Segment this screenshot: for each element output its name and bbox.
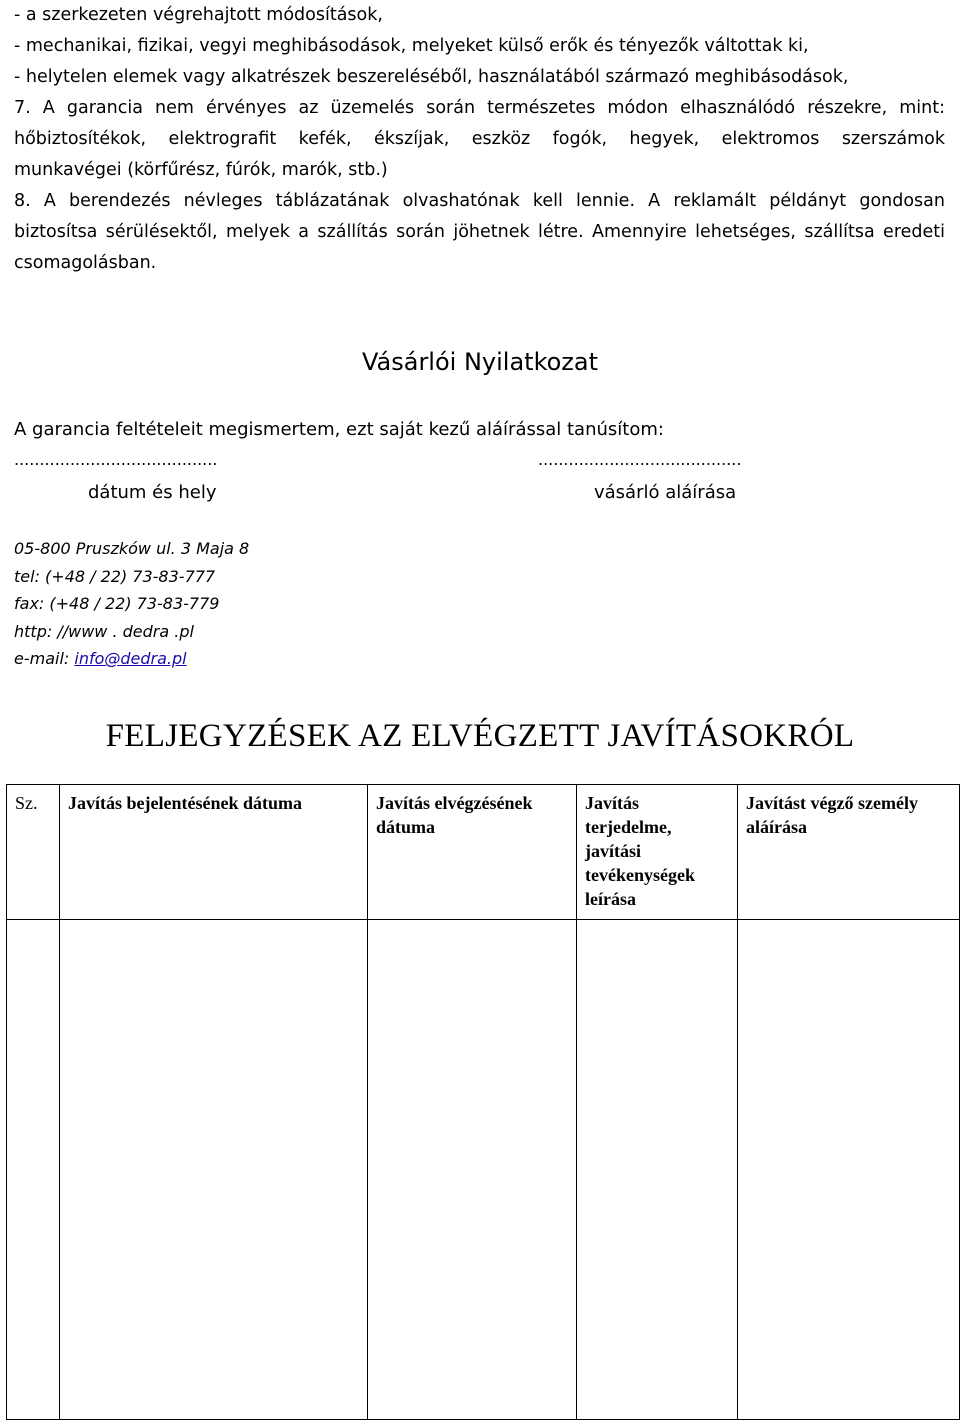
text-line: hőbiztosítékok, elektrografit kefék, ékszíjak, eszköz fogók, hegyek, elektromos szerszámok xyxy=(14,129,945,149)
table-cell xyxy=(368,920,577,1420)
warranty-exclusions-text xyxy=(14,0,945,279)
text-line: biztosítsa sérülésektől, melyek a szállítás során jöhetnek létre. Amennyire lehetséges, szállítsa eredeti xyxy=(14,222,945,242)
contact-website: http: //www . dedra .pl xyxy=(14,621,194,641)
table-cell xyxy=(7,920,60,1420)
date-place-dotted-line: ........................................ xyxy=(14,450,218,469)
contact-address: 05-800 Pruszków ul. 3 Maja 8 xyxy=(14,539,250,558)
table-cell xyxy=(738,920,960,1420)
column-header-number: Sz. xyxy=(7,785,60,920)
signature-label: vásárló aláírása xyxy=(594,482,737,503)
repair-notes-table xyxy=(6,784,960,1420)
column-header-report-date: Javítás bejelentésének dátuma xyxy=(60,785,368,920)
contact-fax: fax: (+48 / 22) 73-83-779 xyxy=(14,594,220,613)
text-line: 7. A garancia nem érvényes az üzemelés során természetes módon elhasználódó részekre, mint: xyxy=(14,98,945,118)
contact-block xyxy=(14,535,249,673)
table-cell xyxy=(60,920,368,1420)
contact-phone: tel: (+48 / 22) 73-83-777 xyxy=(14,566,216,586)
declaration-title: Vásárlói Nyilatkozat xyxy=(361,348,599,376)
contact-email-line xyxy=(14,645,249,673)
date-place-label: dátum és hely xyxy=(88,482,217,503)
table-header-row xyxy=(7,785,960,920)
repair-notes-title: FELJEGYZÉSEK AZ ELVÉGZETT JAVÍTÁSOKRÓL xyxy=(105,718,855,754)
text-line: munkavégei (körfűrész, fúrók, marók, stb.) xyxy=(14,160,388,180)
column-header-repair-description: Javítás terjedelme, javítási tevékenységek leírása xyxy=(577,785,738,920)
table-row xyxy=(7,920,960,1420)
column-header-technician-signature: Javítást végző személy aláírása xyxy=(738,785,960,920)
text-line: 8. A berendezés névleges táblázatának olvashatónak kell lennie. A reklamált példányt gondosan xyxy=(14,191,945,211)
table-cell xyxy=(577,920,738,1420)
email-link[interactable]: info@dedra.pl xyxy=(74,649,187,668)
email-prefix: e-mail: xyxy=(14,649,75,668)
column-header-repair-date: Javítás elvégzésének dátuma xyxy=(368,785,577,920)
text-line: csomagolásban. xyxy=(14,253,157,273)
signature-dotted-line: ........................................ xyxy=(538,450,742,469)
text-line: - mechanikai, fizikai, vegyi meghibásodások, melyeket külső erők és tényezők váltottak ki, xyxy=(14,36,809,56)
declaration-text: A garancia feltételeit megismertem, ezt saját kezű aláírással tanúsítom: xyxy=(14,419,664,440)
text-line: - helytelen elemek vagy alkatrészek beszereléséből, használatából származó meghibásodások, xyxy=(14,67,849,87)
text-line: - a szerkezeten végrehajtott módosítások, xyxy=(14,5,383,25)
